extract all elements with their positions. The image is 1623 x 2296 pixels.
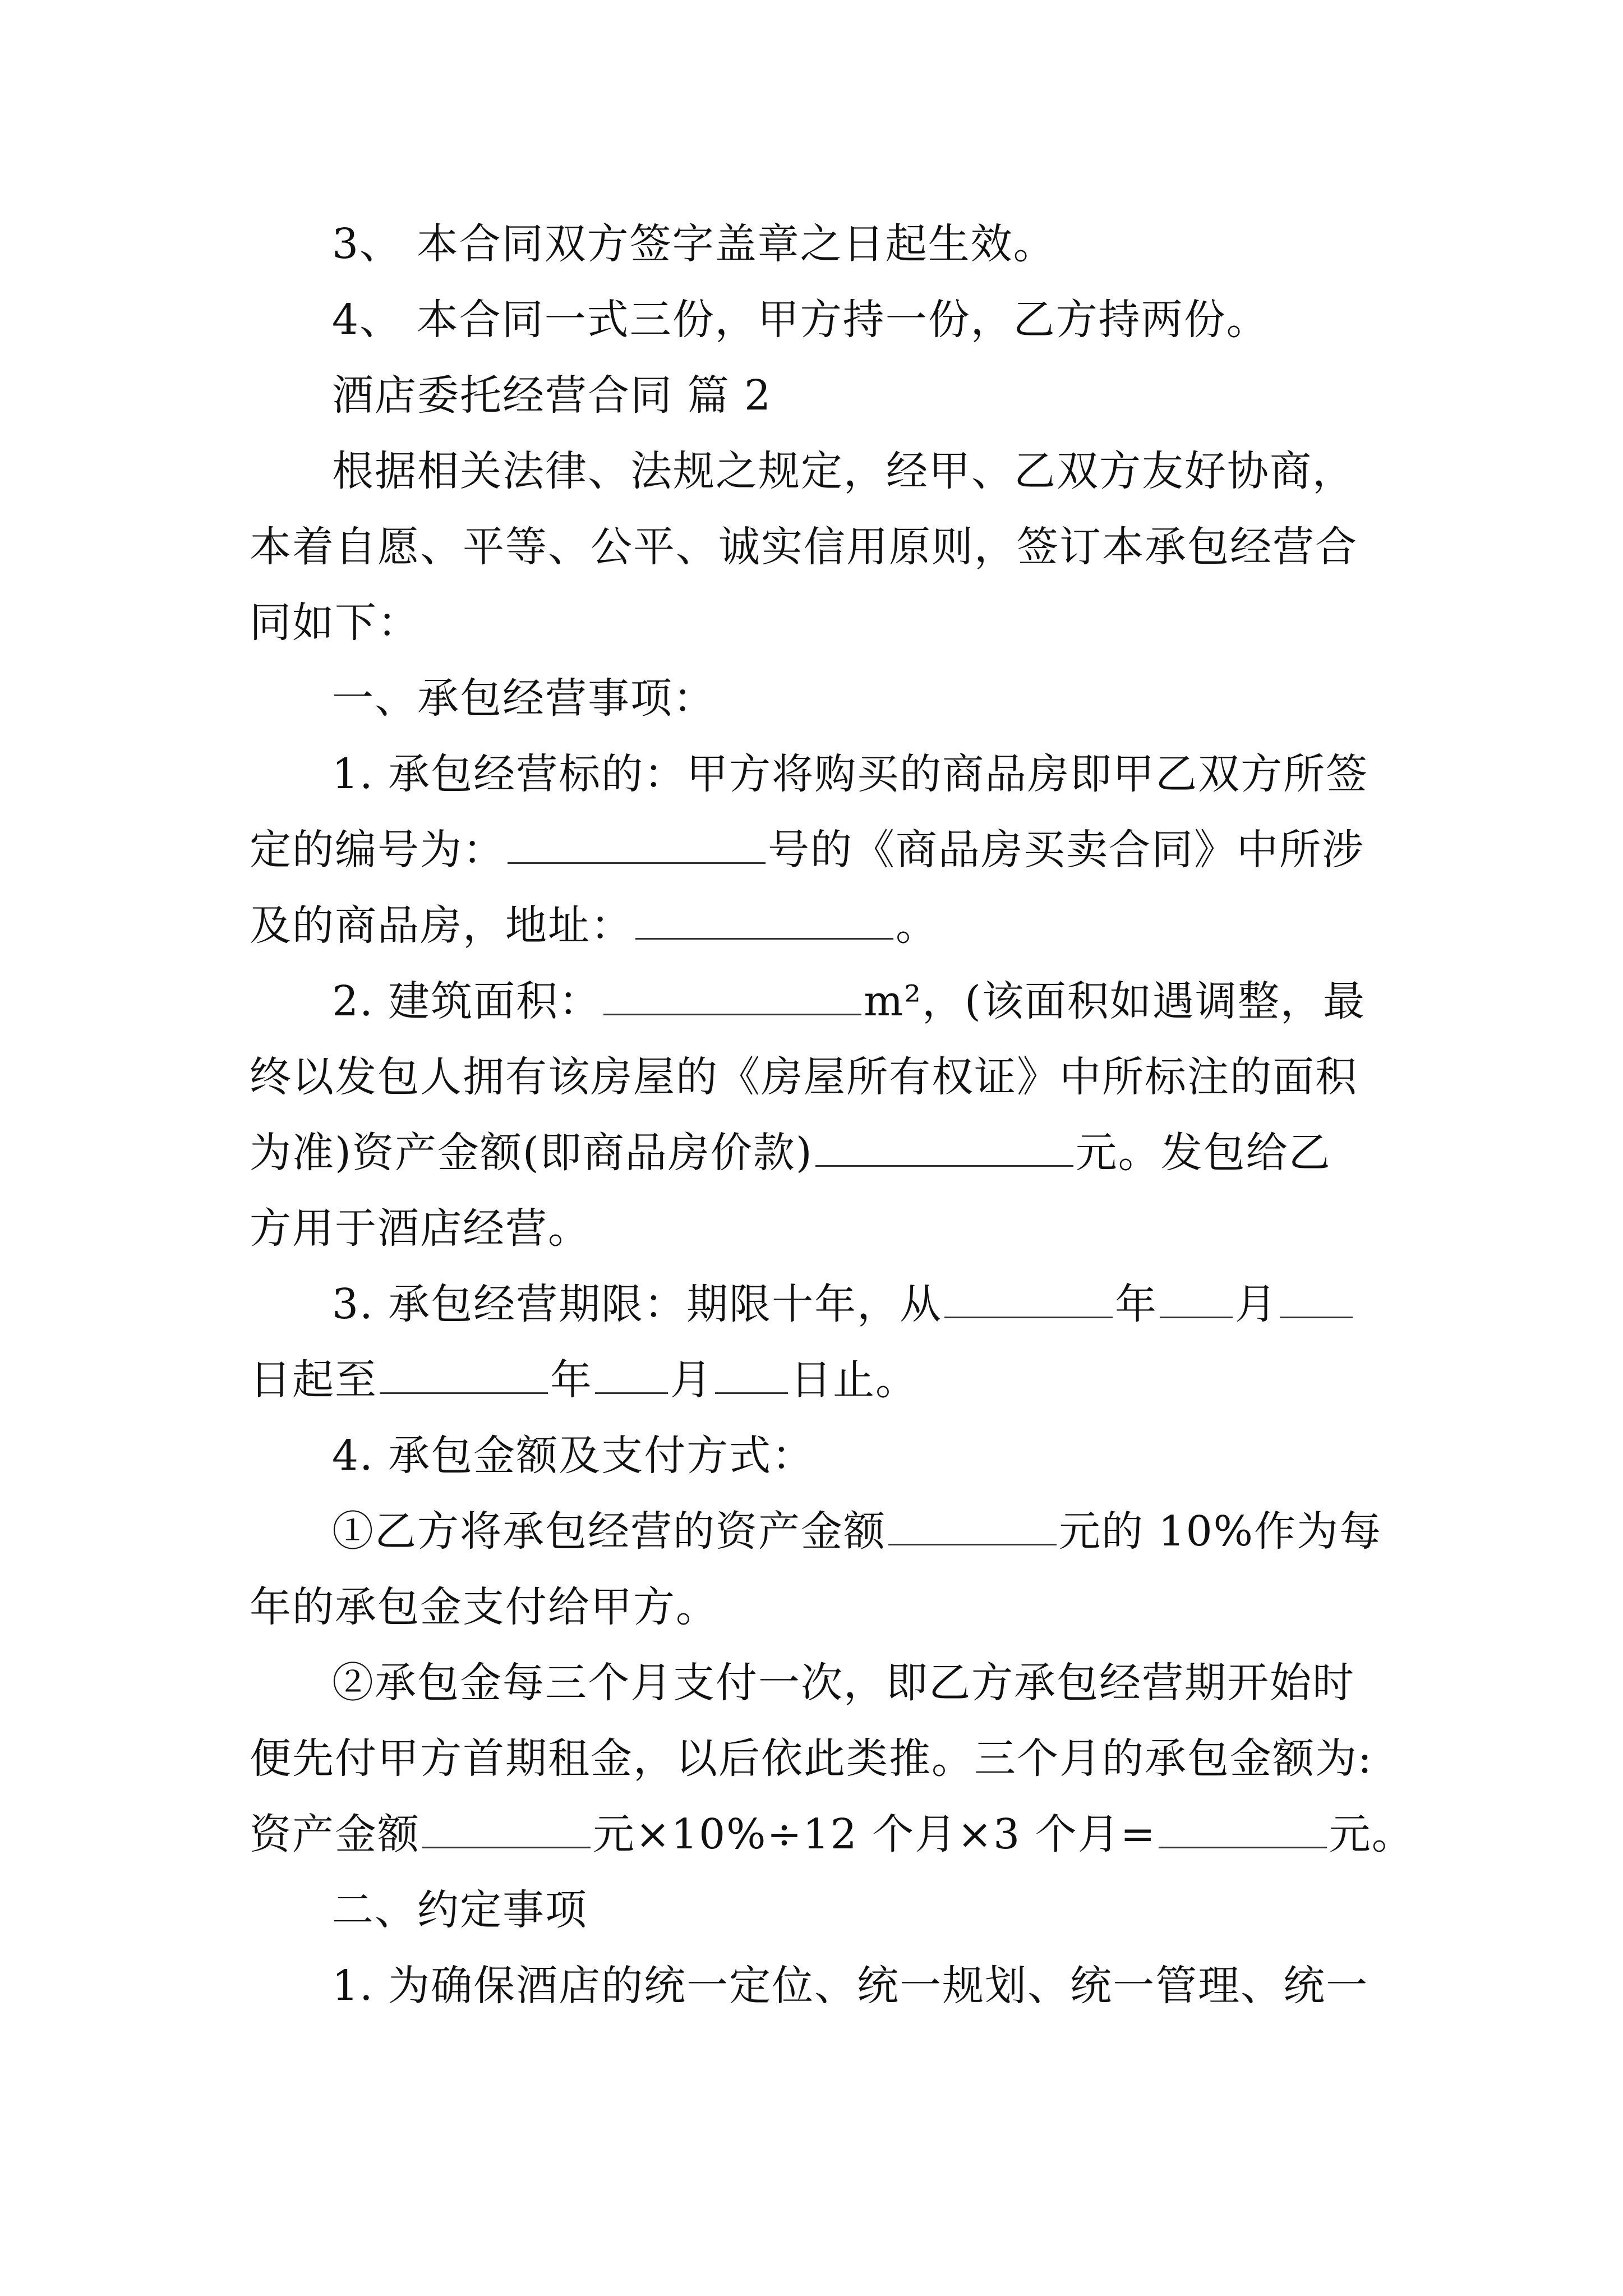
item-2-line-4-text: 方用于酒店经营。 [250, 1204, 591, 1253]
end-day-label: 日止。 [790, 1356, 918, 1404]
item-1-line-3 [0, 898, 1623, 954]
asset-amount-blank-2 [888, 1504, 1057, 1545]
end-year-blank [380, 1353, 548, 1394]
item-2-line-3 [0, 1125, 1623, 1181]
intro-line-2-text: 本着自愿、平等、公平、诚实信用原则，签订本承包经营合 [250, 523, 1358, 571]
item-2-line-4 [0, 1200, 1623, 1257]
start-day-blank [1280, 1277, 1353, 1318]
contract-number-blank [508, 823, 766, 864]
intro-line-3-text: 同如下： [250, 599, 420, 647]
agreement-item-1 [0, 1958, 1623, 2014]
end-year-label: 年 [550, 1356, 593, 1404]
end-month-label: 月 [670, 1356, 713, 1404]
asset-amount-blank-3 [422, 1807, 591, 1848]
clause-3 [0, 216, 1623, 272]
item-4-sub-2-line-2-text: 便先付甲方首期租金，以后依此类推。三个月的承包金额为: [250, 1734, 1373, 1783]
item-4-sub-2-line-1 [0, 1655, 1623, 1711]
item-3-line-1-start: 3. 承包经营期限：期限十年，从 [332, 1280, 943, 1328]
item-4-heading-text: 4. 承包金额及支付方式： [332, 1432, 815, 1480]
item-2-line-2-text: 终以发包人拥有该房屋的《房屋所有权证》中所标注的面积 [250, 1053, 1358, 1101]
clause-4 [0, 292, 1623, 348]
heading-two [0, 1882, 1623, 1938]
item-3-line-2 [0, 1352, 1623, 1408]
intro-line-3 [0, 595, 1623, 651]
item-1-line-3-end: 。 [896, 901, 938, 950]
item-4-sub-2-line-3-mid: 元×10%÷12 个月×3 个月= [593, 1810, 1156, 1858]
asset-amount-blank [815, 1126, 1073, 1167]
item-4-sub-2-line-3-start: 资产金额 [250, 1810, 420, 1858]
year-label: 年 [1115, 1280, 1158, 1328]
heading-one-text: 一、承包经营事项： [332, 674, 716, 723]
item-1-line-2-end: 号的《商品房买卖合同》中所涉 [768, 826, 1364, 874]
item-4-sub-1-end: 元的 10%作为每 [1059, 1507, 1382, 1556]
item-2-line-3-end: 元。发包给乙 [1075, 1129, 1331, 1177]
intro-line-2 [0, 519, 1623, 575]
end-month-blank [595, 1353, 668, 1394]
item-1-line-3-start: 及的商品房，地址： [250, 901, 633, 950]
month-label: 月 [1235, 1280, 1278, 1328]
item-2-line-3-start: 为准)资产金额(即商品房价款) [250, 1129, 813, 1177]
item-4-sub-1-line-2 [0, 1579, 1623, 1635]
clause-3-text: 3、 本合同双方签字盖章之日起生效。 [332, 220, 1056, 268]
quarterly-amount-blank [1159, 1807, 1327, 1848]
intro-line-1 [0, 443, 1623, 499]
item-1-line-2-start: 定的编号为： [250, 826, 505, 874]
item-4-sub-1-line-1 [0, 1503, 1623, 1559]
item-4-sub-2-line-3-end: 元。 [1329, 1810, 1414, 1858]
item-2-line-2 [0, 1049, 1623, 1105]
section-title-text: 酒店委托经营合同 篇 2 [332, 371, 772, 420]
heading-one [0, 670, 1623, 726]
item-3-line-2-start: 日起至 [250, 1356, 377, 1404]
item-4-sub-1-line-2-text: 年的承包金支付给甲方。 [250, 1583, 718, 1631]
item-4-heading [0, 1428, 1623, 1484]
item-1-line-1 [0, 746, 1623, 802]
item-1-line-1-text: 1. 承包经营标的：甲方将购买的商品房即甲乙双方所签 [332, 750, 1369, 798]
item-1-line-2 [0, 822, 1623, 878]
start-year-blank [944, 1277, 1113, 1318]
item-2-line-1-end: m²，(该面积如遇调整，最 [864, 977, 1366, 1025]
end-day-blank [715, 1353, 788, 1394]
item-4-sub-2-line-1-text: ②承包金每三个月支付一次，即乙方承包经营期开始时 [332, 1659, 1355, 1707]
clause-4-text: 4、 本合同一式三份，甲方持一份，乙方持两份。 [332, 296, 1269, 344]
item-2-line-1 [0, 973, 1623, 1029]
agreement-item-1-text: 1. 为确保酒店的统一定位、统一规划、统一管理、统一 [332, 1962, 1369, 2010]
section-title [0, 367, 1623, 424]
address-blank [635, 899, 893, 940]
area-blank [603, 974, 861, 1015]
start-month-blank [1160, 1277, 1233, 1318]
item-4-sub-2-line-2 [0, 1731, 1623, 1787]
heading-two-text: 二、约定事项 [332, 1886, 588, 1934]
item-4-sub-1-start: ①乙方将承包经营的资产金额 [332, 1507, 886, 1556]
item-3-line-1 [0, 1276, 1623, 1332]
item-4-sub-2-line-3 [0, 1806, 1623, 1862]
item-2-line-1-start: 2. 建筑面积： [332, 977, 602, 1025]
intro-line-1-text: 根据相关法律、法规之规定，经甲、乙双方友好协商， [332, 447, 1355, 495]
